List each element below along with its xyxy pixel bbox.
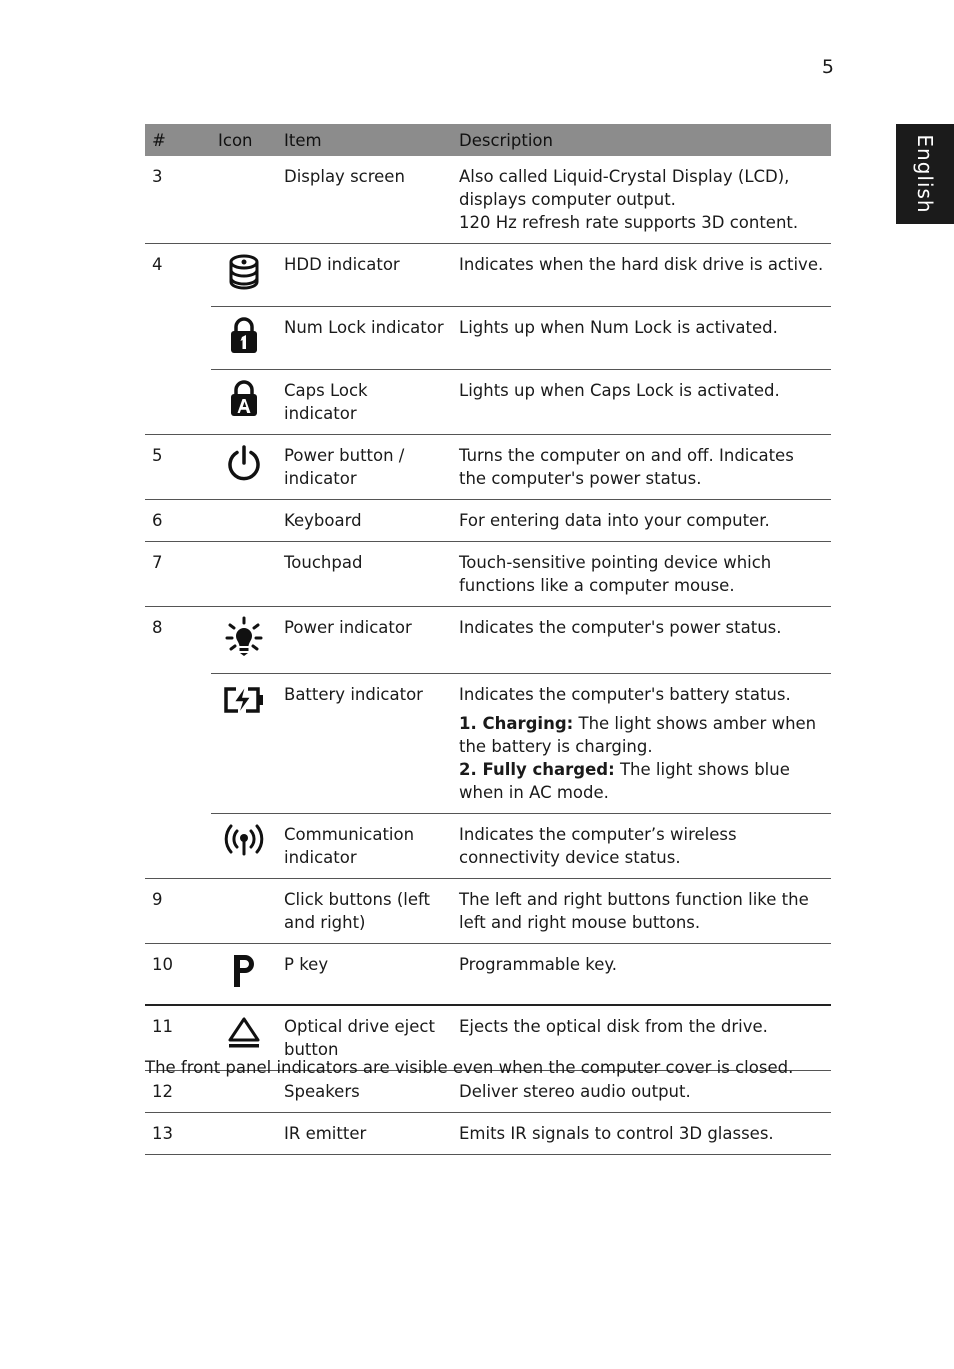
row-num: 13 (145, 1113, 211, 1155)
row-item: Speakers (277, 1071, 452, 1113)
num-lock-icon (211, 307, 277, 370)
charging-text: The light shows amber when the battery is charging. (459, 714, 817, 756)
header-description: Description (452, 124, 831, 156)
table-row (145, 500, 831, 542)
page-number: 5 (821, 56, 834, 78)
row-item: Num Lock indicator (277, 307, 452, 370)
row-item: Caps Lock indicator (277, 370, 452, 435)
row-num: 5 (145, 435, 211, 500)
table-row (145, 944, 831, 1006)
power-light-icon (211, 607, 277, 674)
component-table (145, 124, 831, 1155)
table-row (145, 879, 831, 944)
caps-lock-icon (211, 370, 277, 435)
row-desc: Lights up when Num Lock is activated. (459, 318, 778, 337)
footnote: The front panel indicators are visible even when the computer cover is closed. (145, 1058, 794, 1077)
row-desc: Programmable key. (459, 955, 618, 974)
row-item: Battery indicator (277, 674, 452, 814)
table-row (145, 814, 831, 879)
row-item: Touchpad (277, 542, 452, 607)
row-desc: Turns the computer on and off. Indicates the computer's power status. (459, 446, 794, 488)
header-num: # (145, 124, 211, 156)
charged-note (459, 758, 824, 804)
row-desc: Touch-sensitive pointing device which functions like a computer mouse. (459, 553, 772, 595)
table-header (145, 124, 831, 156)
table-row (145, 1113, 831, 1155)
table-row (145, 435, 831, 500)
row-num: 11 (145, 1005, 211, 1071)
row-desc: Indicates the computer’s wireless connectivity device status. (459, 825, 737, 867)
wireless-icon (211, 814, 277, 879)
row-item: Display screen (277, 156, 452, 244)
table-row (145, 156, 831, 244)
row-num: 12 (145, 1071, 211, 1113)
row-item: HDD indicator (277, 244, 452, 307)
row-num: 4 (145, 244, 211, 435)
hdd-icon (211, 244, 277, 307)
charged-label: 2. Fully charged: (459, 760, 615, 779)
language-tab (896, 124, 954, 224)
row-item: Keyboard (277, 500, 452, 542)
row-item: Optical drive eject button (277, 1005, 452, 1071)
p-key-icon (211, 944, 277, 1006)
row-desc: The left and right buttons function like the left and right mouse buttons. (459, 890, 809, 932)
row-item: IR emitter (277, 1113, 452, 1155)
table-row (145, 307, 831, 370)
row-desc: Also called Liquid-Crystal Display (LCD), displays computer output. (459, 167, 790, 209)
row-item: P key (277, 944, 452, 1006)
row-num: 8 (145, 607, 211, 879)
power-icon (211, 435, 277, 500)
row-desc: Deliver stereo audio output. (459, 1082, 691, 1101)
language-tab-label: English (913, 134, 937, 214)
row-desc: For entering data into your computer. (459, 511, 770, 530)
charged-text: The light shows blue when in AC mode. (459, 760, 790, 802)
row-desc: Indicates the computer's power status. (459, 618, 782, 637)
header-icon: Icon (211, 124, 277, 156)
row-desc: Emits IR signals to control 3D glasses. (459, 1124, 774, 1143)
battery-icon (211, 674, 277, 814)
row-desc: Indicates when the hard disk drive is active. (459, 255, 824, 274)
row-item: Power indicator (277, 607, 452, 674)
table-row (145, 542, 831, 607)
row-item: Click buttons (left and right) (277, 879, 452, 944)
row-num: 3 (145, 156, 211, 244)
row-desc: 120 Hz refresh rate supports 3D content. (459, 213, 799, 232)
row-num: 9 (145, 879, 211, 944)
row-num: 10 (145, 944, 211, 1006)
table-row (145, 607, 831, 674)
charging-label: 1. Charging: (459, 714, 574, 733)
table-row (145, 370, 831, 435)
row-num: 6 (145, 500, 211, 542)
header-item: Item (277, 124, 452, 156)
charging-note (459, 712, 824, 758)
row-desc: Lights up when Caps Lock is activated. (459, 381, 780, 400)
row-item: Power button / indicator (277, 435, 452, 500)
row-item: Communication indicator (277, 814, 452, 879)
table-row (145, 674, 831, 814)
row-desc: Ejects the optical disk from the drive. (459, 1017, 768, 1036)
row-desc: Indicates the computer's battery status. (459, 685, 791, 704)
table-row (145, 244, 831, 307)
row-num: 7 (145, 542, 211, 607)
